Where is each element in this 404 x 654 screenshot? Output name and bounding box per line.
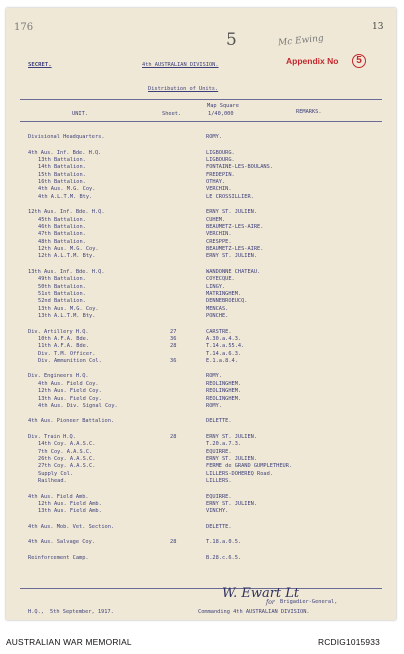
archive-reference: RCDIG1015933	[318, 637, 380, 647]
document-title: Distribution of Units.	[148, 86, 219, 92]
location-cell: CUHEM.	[206, 216, 226, 223]
location-cell: EQUIRRE.	[206, 493, 232, 500]
location-cell: LINGY.	[206, 283, 226, 290]
header-rule-bottom	[20, 121, 382, 122]
unit-cell: Div. Engineers H.Q.	[28, 373, 89, 380]
division-title: 4th AUSTRALIAN DIVISION.	[142, 62, 219, 68]
column-header-sheet: Sheet.	[162, 111, 182, 117]
unit-cell: 4th Aus. Div. Signal Coy.	[38, 402, 118, 409]
column-header-map-square: Map Square	[207, 103, 239, 109]
location-cell: ERNY ST. JULIEN.	[206, 209, 258, 216]
location-cell: T.20.a.7.3.	[206, 441, 242, 448]
sheet-cell: 28	[170, 343, 177, 350]
location-cell: VINCHY.	[206, 508, 229, 515]
unit-cell: 10th A.F.A. Bde.	[38, 335, 90, 342]
column-header-unit: UNIT.	[72, 111, 88, 117]
location-cell: FREDEPIN.	[206, 171, 235, 178]
location-cell: VERCHIN.	[206, 231, 232, 238]
table-rule-bottom	[20, 588, 382, 589]
unit-cell: Railhead.	[38, 478, 67, 485]
unit-cell: Supply Col.	[38, 470, 74, 477]
location-cell: WANDONNE CHATEAU.	[206, 268, 261, 275]
signoff-rank: Brigadier-General,	[280, 599, 338, 605]
location-cell: B.28.c.6.5.	[206, 554, 242, 561]
unit-cell: Div. Ammunition Col.	[38, 357, 102, 364]
sheet-cell: 28	[170, 433, 177, 440]
location-cell: VERCHIN.	[206, 186, 232, 193]
unit-cell: 13th Aus. Field Coy.	[38, 395, 102, 402]
sheet-cell: 36	[170, 335, 177, 342]
location-cell: DELETTE.	[206, 523, 232, 530]
unit-cell: 49th Battalion.	[38, 276, 86, 283]
location-cell: ROMY.	[206, 402, 222, 409]
unit-cell: Div. T.M. Officer.	[38, 350, 96, 357]
location-cell: CRESPPE.	[206, 238, 232, 245]
location-cell: CARSTRE.	[206, 328, 232, 335]
unit-cell: 4th Aus. Field Coy.	[38, 380, 99, 387]
handwritten-signature-note: Mc Ewing	[277, 33, 325, 49]
location-cell: MENCAS.	[206, 305, 229, 312]
unit-cell: 48th Battalion.	[38, 238, 86, 245]
page-number: 13	[372, 22, 384, 32]
unit-cell: 12th Aus. Field Amb.	[38, 500, 102, 507]
unit-cell: 4th Aus. Salvage Coy.	[28, 539, 95, 546]
unit-cell: 51st Battalion.	[38, 290, 86, 297]
location-cell: MATRINGHEM.	[206, 290, 242, 297]
location-cell: REOLINGHEM.	[206, 380, 242, 387]
location-cell: LILLERS-DOHEREQ Road.	[206, 470, 273, 477]
unit-cell: 4th Aus. Mob. Vet. Section.	[28, 523, 115, 530]
location-cell: LE CROSSILLIER.	[206, 193, 254, 200]
folio-number-left: 176	[14, 22, 34, 33]
unit-cell: 16th Battalion.	[38, 178, 86, 185]
appendix-number: 5	[352, 54, 366, 68]
archive-footer	[0, 628, 404, 654]
unit-cell: 13th Aus. Inf. Bde. H.Q.	[28, 268, 105, 275]
unit-cell: 50th Battalion.	[38, 283, 86, 290]
signoff-date: 5th September, 1917.	[50, 609, 114, 615]
location-cell: ERNY ST. JULIEN.	[206, 456, 258, 462]
sheet-cell: 36	[170, 357, 177, 364]
header-rule-top	[20, 99, 382, 100]
location-cell: LIGBOURG.	[206, 149, 235, 156]
column-header-map-scale: 1/40,000	[208, 111, 234, 117]
unit-cell: 14th Battalion.	[38, 164, 86, 171]
unit-cell: 13th A.L.T.M. Bty.	[38, 312, 96, 319]
unit-cell: 7th Coy. A.A.S.C.	[38, 448, 93, 455]
location-cell: COYECQUE.	[206, 276, 235, 283]
location-cell: DELETTE.	[206, 418, 232, 425]
signoff-command: Commanding 4th AUSTRALIAN DIVISION.	[198, 609, 310, 615]
unit-cell: 45th Battalion.	[38, 216, 86, 223]
archive-name: AUSTRALIAN WAR MEMORIAL	[6, 637, 132, 647]
unit-cell: 4th Aus. M.G. Coy.	[38, 186, 96, 193]
location-cell: E.1.a.8.4.	[206, 357, 238, 364]
location-cell: FONTAINE-LES-BOULANS.	[206, 164, 273, 171]
unit-cell: Reinforcement Camp.	[28, 554, 89, 561]
unit-cell: 13th Aus. Field Amb.	[38, 508, 102, 515]
column-header-remarks: REMARKS.	[296, 109, 322, 115]
unit-cell: Div. Train H.Q.	[28, 433, 76, 440]
location-cell: T.14.a.6.3.	[206, 350, 242, 357]
unit-cell: Divisional Headquarters.	[28, 134, 105, 140]
location-cell: DENNEBROEUCQ.	[206, 298, 248, 305]
sheet-cell: 28	[170, 539, 177, 546]
signoff-place: H.Q.,	[28, 609, 44, 615]
unit-cell: 46th Battalion.	[38, 223, 86, 230]
appendix-label: Appendix No	[286, 56, 339, 66]
unit-cell: 4th Aus. Inf. Bde. H.Q.	[28, 149, 102, 156]
location-cell: FERME de GRAND GUMPLETHEUR.	[206, 463, 293, 470]
location-cell: ERNY ST. JULIEN.	[206, 433, 258, 440]
location-cell: BEAUMETZ-LES-AIRE.	[206, 223, 264, 230]
unit-cell: 47th Battalion.	[38, 231, 86, 238]
unit-cell: 13th Battalion.	[38, 156, 86, 163]
location-cell: ROMY.	[206, 134, 222, 140]
classification-label: SECRET.	[28, 62, 52, 68]
location-cell: T.18.a.0.5.	[206, 539, 242, 546]
location-cell: BEAUMETZ-LES-AIRE.	[206, 245, 264, 252]
unit-cell: 12th Aus. Field Coy.	[38, 388, 102, 395]
unit-cell: 14th Coy. A.A.S.C.	[38, 441, 96, 448]
unit-cell: 27th Coy. A.A.S.C.	[38, 463, 96, 470]
location-cell: LILLERS.	[206, 478, 232, 485]
location-cell: REOLINGHEM.	[206, 388, 242, 395]
handwritten-signature: W. Ewart Lt	[222, 586, 300, 601]
unit-cell: 13th Aus. M.G. Coy.	[38, 305, 99, 312]
folio-number-center: 5	[226, 30, 237, 50]
unit-cell: 26th Coy. A.A.S.C.	[38, 456, 96, 462]
unit-cell: 4th Aus. Field Amb.	[28, 493, 89, 500]
location-cell: PONCHE.	[206, 312, 229, 319]
location-cell: ERNY ST. JULIEN.	[206, 253, 258, 260]
location-cell: EQUIRRE.	[206, 448, 232, 455]
document-page	[6, 8, 396, 620]
unit-cell: Div. Artillery H.Q.	[28, 328, 89, 335]
unit-cell: 4th A.L.T.M. Bty.	[38, 193, 93, 200]
location-cell: ERNY ST. JULIEN.	[206, 500, 258, 507]
unit-cell: 4th Aus. Pioneer Battalion.	[28, 418, 115, 425]
unit-cell: 12th Aus. M.G. Coy.	[38, 245, 99, 252]
unit-cell: 52nd Battalion.	[38, 298, 86, 305]
location-cell: LIGBOURG.	[206, 156, 235, 163]
unit-cell: 12th Aus. Inf. Bde. H.Q.	[28, 209, 105, 216]
location-cell: T.14.a.55.4.	[206, 343, 245, 350]
location-cell: A.30.a.4.3.	[206, 335, 242, 342]
unit-cell: 11th A.F.A. Bde.	[38, 343, 90, 350]
location-cell: REOLINGHEM.	[206, 395, 242, 402]
location-cell: OTHAY.	[206, 178, 226, 185]
unit-cell: 15th Battalion.	[38, 171, 86, 178]
sheet-cell: 27	[170, 328, 177, 335]
location-cell: ROMY.	[206, 373, 222, 380]
unit-cell: 12th A.L.T.M. Bty.	[38, 253, 96, 260]
signoff-for: for	[266, 599, 275, 606]
